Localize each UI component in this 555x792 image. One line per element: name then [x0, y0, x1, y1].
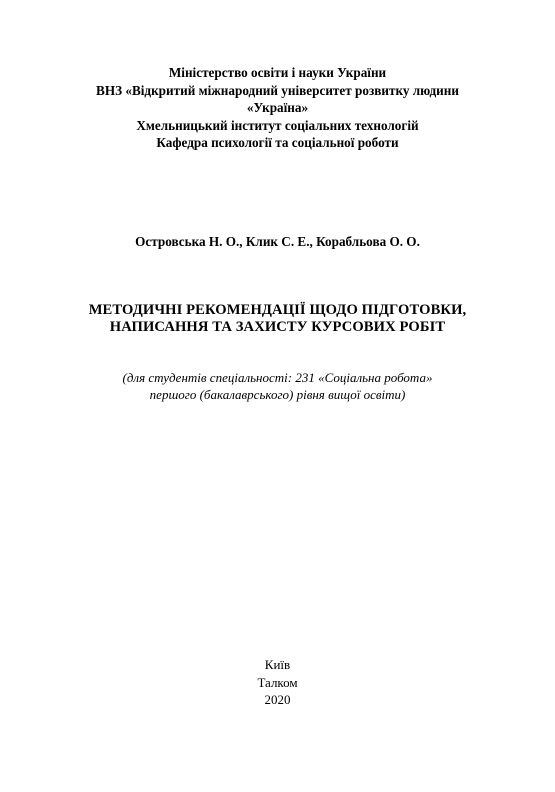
document-title — [0, 302, 555, 336]
document-subtitle — [0, 370, 555, 403]
title-line-2: НАПИСАННЯ ТА ЗАХИСТУ КУРСОВИХ РОБІТ — [109, 319, 446, 335]
institute-line: Хмельницький інститут соціальних технологій — [136, 117, 419, 133]
imprint-city: Київ — [264, 657, 291, 672]
imprint-year: 2020 — [264, 692, 291, 707]
title-line-1: МЕТОДИЧНІ РЕКОМЕНДАЦІЇ ЩОДО ПІДГОТОВКИ, — [88, 302, 467, 318]
authors-line: Островська Н. О., Клик С. Е., Корабльова О. О. — [135, 234, 420, 249]
imprint — [0, 656, 555, 709]
subtitle-line-2: першого (бакалаврського) рівня вищої освіти) — [149, 386, 406, 402]
university-line-continued: «Україна» — [246, 100, 309, 115]
department-line: Кафедра психології та соціальної роботи — [156, 135, 399, 150]
university-line: ВНЗ «Відкритий міжнародний університет розвитку людини — [96, 82, 459, 98]
ministry-line: Міністерство освіти і науки України — [168, 65, 387, 80]
authors — [0, 233, 555, 250]
subtitle-line-1: (для студентів спеціальності: 231 «Соціальна робота» — [122, 370, 433, 385]
institution-header — [0, 64, 555, 152]
imprint-publisher: Талком — [257, 674, 298, 690]
